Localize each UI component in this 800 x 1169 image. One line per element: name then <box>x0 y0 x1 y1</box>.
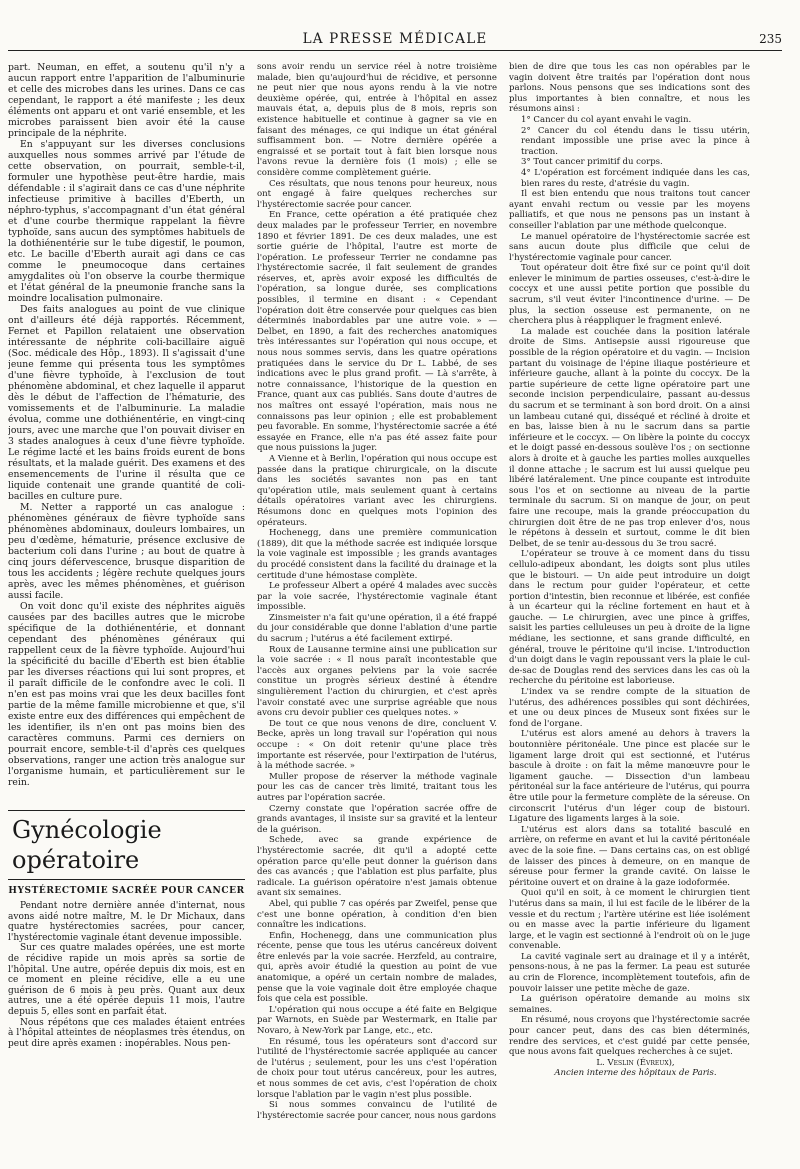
author-signature <box>509 1058 750 1069</box>
indication-item: 1° Cancer du col ayant envahi le vagin. <box>521 114 692 125</box>
paragraph: Le manuel opératoire de l'hystérectomie sacrée est sans aucun doute plus difficile que celui de l'hystérectomie vaginale pour cancer. <box>509 231 750 263</box>
paragraph: L'utérus est alors dans sa totalité basculé en arrière, on referme en avant et lui la cavité péritonéale avec de la soie fine. — Dans certains cas, on est obligé de laisser des pinces à demeure, on en manque de séreuse pour fermer la grande cavité. On laisse le péritoine ouvert et on draine à la gaze iodoformée. <box>509 824 750 888</box>
paragraph: A Vienne et à Berlin, l'opération qui nous occupe est passée dans la pratique chirurgicale, on la discute dans les sociétés savantes non pas en tant qu'opération utile, mais seulement quant à certains détails opératoires variant avec les chirurgiens. Résumons donc en quelques mots l'opinion des opérateurs. <box>257 453 497 528</box>
paragraph: Si nous sommes convaincu de l'utilité de l'hystérectomie sacrée pour cancer, nous nous gardons <box>257 1100 497 1121</box>
page-number: 235 <box>759 32 782 46</box>
paragraph: L'opérateur se trouve à ce moment dans du tissu cellulo-adipeux abondant, les doigts sont plus utiles que le bistouri. — Un aide peut introduire un doigt dans le rectum pour guider l'opérateur, et cette portion d'intestin, bien reconnue et libérée, est confiée à un écarteur qui la récline fortement en haut et à gauche. — Le chirurgien, avec une pince à griffes, saisit les parties celluleuses un peu à droite de la ligne médiane, les sectionne, et sans grande difficulté, en général, trouve le péritoine qu'il incise. L'introduction d'un doigt dans le vagin repoussant vers la plaie le cul-de-sac de Douglas rend des services dans les cas où la recherche du péritoine est laborieuse. <box>509 549 750 687</box>
paragraph: Ces résultats, que nous tenons pour heureux, nous ont engagé à faire quelques recherches sur l'hystérectomie sacrée pour cancer. <box>257 178 497 210</box>
paragraph: Des faits analogues au point de vue clinique ont d'ailleurs été déjà rapportés. Récemment, Fernet et Papillon relataient une observation intéressante de néphrite coli-bacillaire aiguë (Soc. médicale des Hôp., 1893). Il s'agissait d'une jeune femme qui présenta tous les symptômes d'une fièvre typhoïde, à l'exclusion de tout phénomène abdominal, et chez laquelle il apparut dès le début de l'affection de l'hématurie, des vomissements et de l'albuminurie. La maladie évolua, comme une dothiénentérie, en vingt-cinq jours, avec une marche que l'on pouvait diviser en 3 stades analogues à ceux d'une fièvre typhoïde. Le régime lacté et les bains froids eurent de bons résultats, et la malade guérit. Des examens et des ensemencements de l'urine il résulta que ce liquide contenait une grande quantité de coli-bacilles en culture pure. <box>8 304 245 502</box>
section-divider <box>8 879 245 880</box>
column-2 <box>257 62 497 1162</box>
paragraph: La malade est couchée dans la position latérale droite de Sims. Antisepsie aussi rigoureuse que possible de la région opératoire et du vagin. — Incision partant du voisinage de l'épine iliaque postérieure et inférieure gauche, allant à la pointe du coccyx. De la partie supérieure de cette ligne opératoire part une seconde incision perpendiculaire, passant au-dessus du sacrum et se terminant à son bord droit. On a ainsi un lambeau cutané qui, disséqué et récliné à droite et en bas, laisse bien à nu le sacrum dans sa partie inférieure et le coccyx. — On libère la pointe du coccyx et le doigt passé en-dessous soulève l'os ; on sectionne alors à droite et à gauche les parties molles auxquelles il donne attache ; le sacrum est lui aussi quelque peu libéré latéralement. Une pince coupante est introduite sous l'os et on sectionne au niveau de la partie terminale du sacrum. Si on manque de jour, on peut faire une recoupe, mais la grande préoccupation du chirurgien doit être de ne pas trop enlever d'os, nous le répétons à dessein et surtout, comme le dit bien Delbet, de se tenir au-dessous du 3e trou sacré. <box>509 326 750 549</box>
section-divider <box>8 810 245 811</box>
indication-item: 4° L'opération est forcément indiquée dans les cas, bien rares du reste, d'atrésie du vagin. <box>521 167 750 189</box>
paragraph: Abel, qui publie 7 cas opérés par Zweifel, pense que c'est une bonne opération, à condition d'en bien connaître les indications. <box>257 898 497 931</box>
indication-item: 3° Tout cancer primitif du corps. <box>521 157 663 168</box>
paragraph: Sur ces quatre malades opérées, une est morte de récidive rapide un mois après sa sortie de l'hôpital. Une autre, opérée depuis dix mois, est en ce moment en pleine récidive, elle a eu une guérison de 6 mois à peu près. Quant aux deux autres, une a été opérée depuis 11 mois, l'autre depuis 5, elles sont en parfait état. <box>8 943 245 1017</box>
author-name: L. Veslin (Évreux), <box>596 1057 675 1068</box>
article-continuation <box>8 62 245 804</box>
column-1 <box>8 62 245 1162</box>
author-role: Ancien interne des hôpitaux de Paris. <box>554 1068 717 1079</box>
paragraph: Muller propose de réserver la méthode vaginale pour les cas de cancer très limité, traitant tous les autres par l'opération sacrée. <box>257 771 497 803</box>
paragraph: L'index va se rendre compte de la situation de l'utérus, des adhérences possibles qui sont déchirées, et une ou deux pinces de Museux sont fixées sur le fond de l'organe. <box>509 687 750 729</box>
paragraph: Czerny constate que l'opération sacrée offre de grands avantages, il insiste sur sa gravité et la lenteur de la guérison. <box>257 803 497 835</box>
page-header <box>8 28 782 51</box>
paragraph: M. Netter a rapporté un cas analogue : phénomènes généraux de fièvre typhoïde sans phénomènes abdominaux, douleurs lombaires, un peu d'œdème, hématurie, présence exclusive de bacterium coli dans l'urine ; au bout de quatre à cinq jours défervescence, brusque disparition de tous les accidents ; légère rechute quelques jours après, avec les mêmes phénomènes, et guérison aussi facile. <box>8 502 245 601</box>
paragraph: Hochenegg, dans une première communication (1889), dit que la méthode sacrée est indiquée lorsque la voie vaginale est impossible ; les grands avantages du procédé consistent dans la facilité du drainage et la certitude d'une hémostase complète. <box>257 528 497 581</box>
article-heading: HYSTÉRECTOMIE SACRÉE POUR CANCER <box>8 886 245 896</box>
journal-title: LA PRESSE MÉDICALE <box>302 31 488 47</box>
column-3 <box>509 62 750 1162</box>
paragraph: Il est bien entendu que nous traitons tout cancer ayant envahi rectum ou vessie par les moyens palliatifs, et que nous ne pensons pas un instant à conseiller l'ablation par une méthode quelconque. <box>509 189 750 231</box>
paragraph: sons avoir rendu un service réel à notre troisième malade, bien qu'aujourd'hui de récidive, et personne ne peut nier que nous ayons rendu à la vie notre deuxième opérée, qui, entrée à l'hôpital en assez mauvais état, a, depuis plus de 8 mois, repris son existence habituelle et continue à gagner sa vie en faisant des ménages, ce qui indique un état général suffisamment bon. — Notre dernière opérée a engraissé et se portait tout à fait bien lorsque nous l'avons revue la dernière fois (1 mois) ; elle se considère comme complètement guérie. <box>257 62 497 178</box>
paragraph: On voit donc qu'il existe des néphrites aiguës causées par des bacilles autres que le microbe spécifique de la dothiénentérie, et donnant cependant des phénomènes généraux qui rappellent ceux de la fièvre typhoïde. Aujourd'hui la spécificité du bacille d'Eberth est bien établie par les diverses réactions qui lui sont propres, et il paraît difficile de le confondre avec le coli. Il n'en est pas moins vrai que les deux bacilles font partie de la même famille microbienne et que, s'il existe entre eux des différences qui empêchent de les identifier, ils n'en ont pas moins bien des caractères communs. Parmi ces derniers on pourrait encore, semble-t-il d'après ces quelques observations, ranger une action très analogue sur l'organisme humain, et particulièrement sur le rein. <box>8 601 245 788</box>
paragraph: En France, cette opération a été pratiquée chez deux malades par le professeur Terrier, en novembre 1890 et février 1891. De ces deux malades, une est sortie guérie de l'hôpital, l'autre est morte de l'opération. Le professeur Terrier ne condamne pas l'hystérectomie sacrée, il fait seulement de grandes réserves, et, après avoir exposé les difficultés de l'opération, sa longue durée, ses complications possibles, il termine en disant : « Cependant l'opération doit être conservée pour quelques cas bien déterminés inabordables par une autre voie. » — Delbet, en 1890, a fait des recherches anatomiques très intéressantes sur l'opération qui nous occupe, et nous nous sommes servis, dans les quatre opérations pratiquées dans le service du Dr L. Labbé, de ses indications avec le plus grand profit. — Là s'arrête, à notre connaissance, l'historique de la question en France, quant aux cas publiés. Sans doute d'autres de nos maîtres ont essayé l'opération, mais nous ne connaissons pas leur opinion ; elle est probablement peu favorable. En somme, l'hystérectomie sacrée a été essayée en France, elle n'a pas été assez faite pour que nous puissions la juger. <box>257 210 497 454</box>
paragraph: Le professeur Albert a opéré 4 malades avec succès par la voie sacrée, l'hystérectomie vaginale étant impossible. <box>257 581 497 613</box>
paragraph: Pendant notre dernière année d'internat, nous avons aidé notre maître, M. le Dr Michaux, dans quatre hystérectomies sacrées, pour cancer, l'hystérectomie vaginale étant devenue impossible. <box>8 901 245 943</box>
paragraph: L'opération qui nous occupe a été faite en Belgique par Warnots, en Suède par Westermark, en Italie par Novaro, à New-York par Lange, etc., etc. <box>257 1004 497 1037</box>
paragraph: part. Neuman, en effet, a soutenu qu'il n'y a aucun rapport entre l'apparition de l'albuminurie et celle des microbes dans les urines. Dans ce cas cependant, le rapport a été manifeste ; les deux éléments ont apparu et ont varié ensemble, et les microbes paraissent bien avoir été la cause principale de la néphrite. <box>8 62 245 139</box>
paragraph: En résumé, nous croyons que l'hystérectomie sacrée pour cancer peut, dans des cas bien déterminés, rendre des services, et c'est guidé par cette pensée, que nous avons fait quelques recherches à ce sujet. <box>509 1015 750 1058</box>
paragraph: Tout opérateur doit être fixé sur ce point qu'il doit enlever le minimum de parties osseuses, c'est-à-dire le coccyx et une aussi petite portion que possible du sacrum, s'il veut éviter l'incontinence d'urine. — De plus, la section osseuse est permanente, on ne cherchera plus à réappliquer le fragment enlevé. <box>509 263 750 327</box>
paragraph: Zinsmeister n'a fait qu'une opération, il a été frappé du jour considérable que donne l'ablation d'une partie du sacrum ; l'utérus a été facilement extirpé. <box>257 612 497 645</box>
paragraph: En résumé, tous les opérateurs sont d'accord sur l'utilité de l'hystérectomie sacrée appliquée au cancer de l'utérus ; seulement, pour les uns c'est l'opération de choix pour tout utérus cancéreux, pour les autres, et nous sommes de cet avis, c'est l'opération de choix lorsque l'ablation par le vagin n'est plus possible. <box>257 1036 497 1100</box>
paragraph: Nous répétons que ces malades étaient entrées à l'hôpital atteintes de néoplasmes très étendus, on peut dire après examen : inopérables. Nous pen- <box>8 1017 245 1049</box>
paragraph: La cavité vaginale sert au drainage et il y a intérêt, pensons-nous, à ne pas la fermer. La peau est suturée au crin de Florence, incomplètement toutefois, afin de pouvoir laisser une petite mèche de gaze. <box>509 951 750 994</box>
paragraph: Enfin, Hochenegg, dans une communication plus récente, pense que tous les utérus cancéreux doivent être enlevés par la voie sacrée. Herzfeld, au contraire, qui, après avoir étudié la question au point de vue anatomique, a opéré un certain nombre de malades, pense que la voie vaginale doit être employée chaque fois que cela est possible. <box>257 930 497 1005</box>
section-title: Gynécologie opératoire <box>12 816 162 874</box>
paragraph: En s'appuyant sur les diverses conclusions auxquelles nous sommes arrivé par l'étude de cette observation, on pourrait, semble-t-il, formuler une hypothèse peut-être hardie, mais défendable : il s'agirait dans ce cas d'une néphrite infectieuse primitive à bacilles d'Eberth, un néphro-typhus, s'accompagnant d'un état général et d'une courbe thermique rappelant la fièvre typhoïde, sans aucun des symptômes habituels de la dothiénentérie sur le tube digestif, le poumon, etc. Le bacille d'Eberth aurait agi dans ce cas comme le pneumocoque dans certaines amygdalites où l'on observe la courbe thermique et l'état général de la pneumonie franche sans la moindre localisation pulmonaire. <box>8 139 245 304</box>
paragraph: bien de dire que tous les cas non opérables par le vagin doivent être traités par l'opération dont nous parlons. Nous pensons que ses indications sont des plus importantes à bien connaître, et nous les résumons ainsi : <box>509 62 750 115</box>
indication-item: 2° Cancer du col étendu dans le tissu utérin, rendant impossible une prise avec la pince à traction. <box>521 125 750 157</box>
paragraph: Roux de Lausanne termine ainsi une publication sur la voie sacrée : « Il nous paraît incontestable que l'accès aux organes pelviens par la voie sacrée constitue un progrès sérieux destiné à étendre singulièrement l'action du chirurgien, et c'est après l'avoir constaté avec une surprise agréable que nous avons cru devoir publier ces quelques notes. » <box>257 644 497 719</box>
paragraph: Quoi qu'il en soit, à ce moment le chirurgien tient l'utérus dans sa main, il lui est facile de le libérer de la vessie et du rectum ; l'artère utérine est liée isolément ou en masse avec la partie inférieure du ligament large, et le vagin est sectionné à l'endroit où on le juge convenable. <box>509 888 750 952</box>
paragraph: La guérison opératoire demande au moins six semaines. <box>509 994 750 1015</box>
paragraph: Schede, avec sa grande expérience de l'hystérectomie sacrée, dit qu'il a adopté cette opération parce qu'elle peut donner la guérison dans des cas avancés ; que l'ablation est plus parfaite, plus radicale. La guérison opératoire n'est jamais obtenue avant six semaines. <box>257 835 497 899</box>
article-start <box>8 901 245 1049</box>
paragraph: De tout ce que nous venons de dire, concluent V. Becke, après un long travail sur l'opération qui nous occupe : « On doit retenir qu'une place très importante est réservée, pour l'extirpation de l'utérus, à la méthode sacrée. » <box>257 718 497 772</box>
paragraph: L'utérus est alors amené au dehors à travers la boutonnière péritonéale. Une pince est placée sur le ligament large droit qui est sectionné, et l'utérus bascule à droite : on fait la même manœuvre pour le ligament gauche. — Dissection d'un lambeau péritonéal sur la face antérieure de l'utérus, qui pourra être utile pour la fermeture complète de la séreuse. On circonscrit l'utérus d'un léger coup de bistouri. Ligature des ligaments larges à la soie. <box>509 729 750 825</box>
